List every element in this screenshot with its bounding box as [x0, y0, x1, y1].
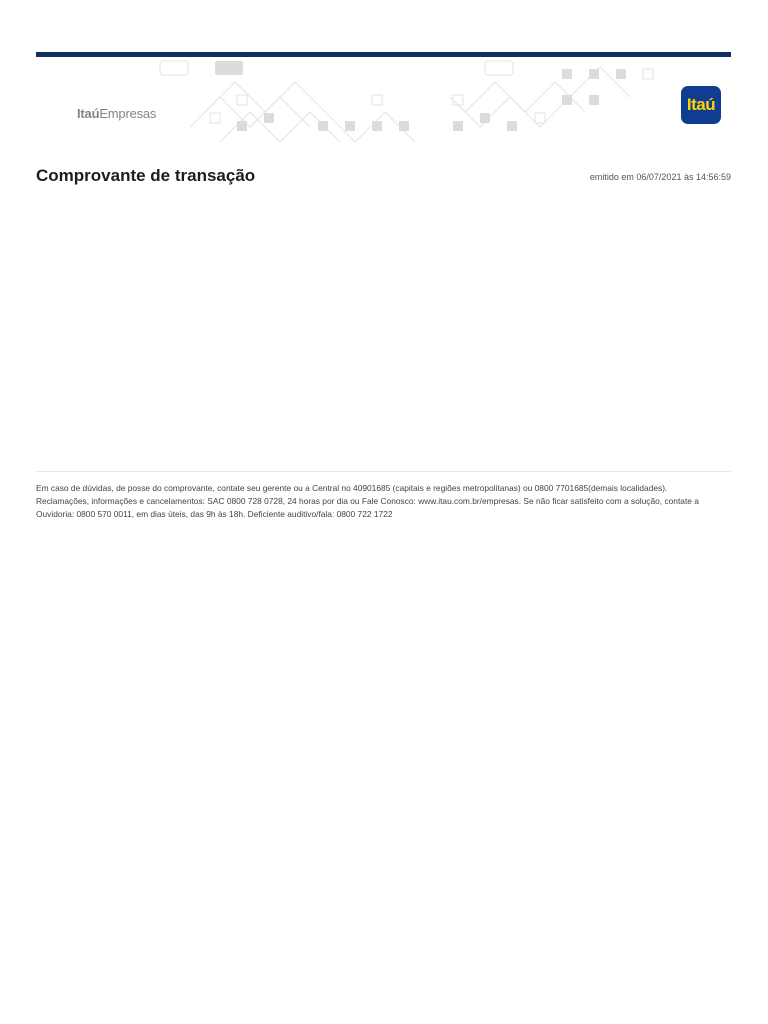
brand-bold: Itaú	[77, 106, 100, 121]
itau-empresas-logo	[77, 106, 156, 121]
footer-line-2: Reclamações, informações e cancelamentos: SAC 0800 728 0728, 24 horas por dia ou Fale Conosco: www.itau.com.br/empresas. Se não ficar satisfeito com a solução, contate a Ouvidoria: 0800 570 0011, em dias úteis, das 9h às 18h. Deficiente auditivo/fala: 0800 722 1722	[36, 496, 699, 519]
emission-timestamp: emitido em 06/07/2021 às 14:56:59	[589, 172, 731, 182]
brand-rest: Empresas	[99, 106, 157, 121]
itau-logo	[681, 86, 721, 124]
itau-logo-text: Itaú	[686, 95, 716, 114]
page-title: Comprovante de transação	[36, 166, 256, 185]
footer-line-1: Em caso de dúvidas, de posse do comprovante, contate seu gerente ou a Central no 40901685 (capitais e regiões metropolitanas) ou 0800 7701685(demais localidades).	[36, 483, 668, 493]
decorative-pattern	[150, 57, 670, 149]
footer-disclaimer	[36, 482, 733, 521]
footer-divider	[36, 471, 731, 472]
